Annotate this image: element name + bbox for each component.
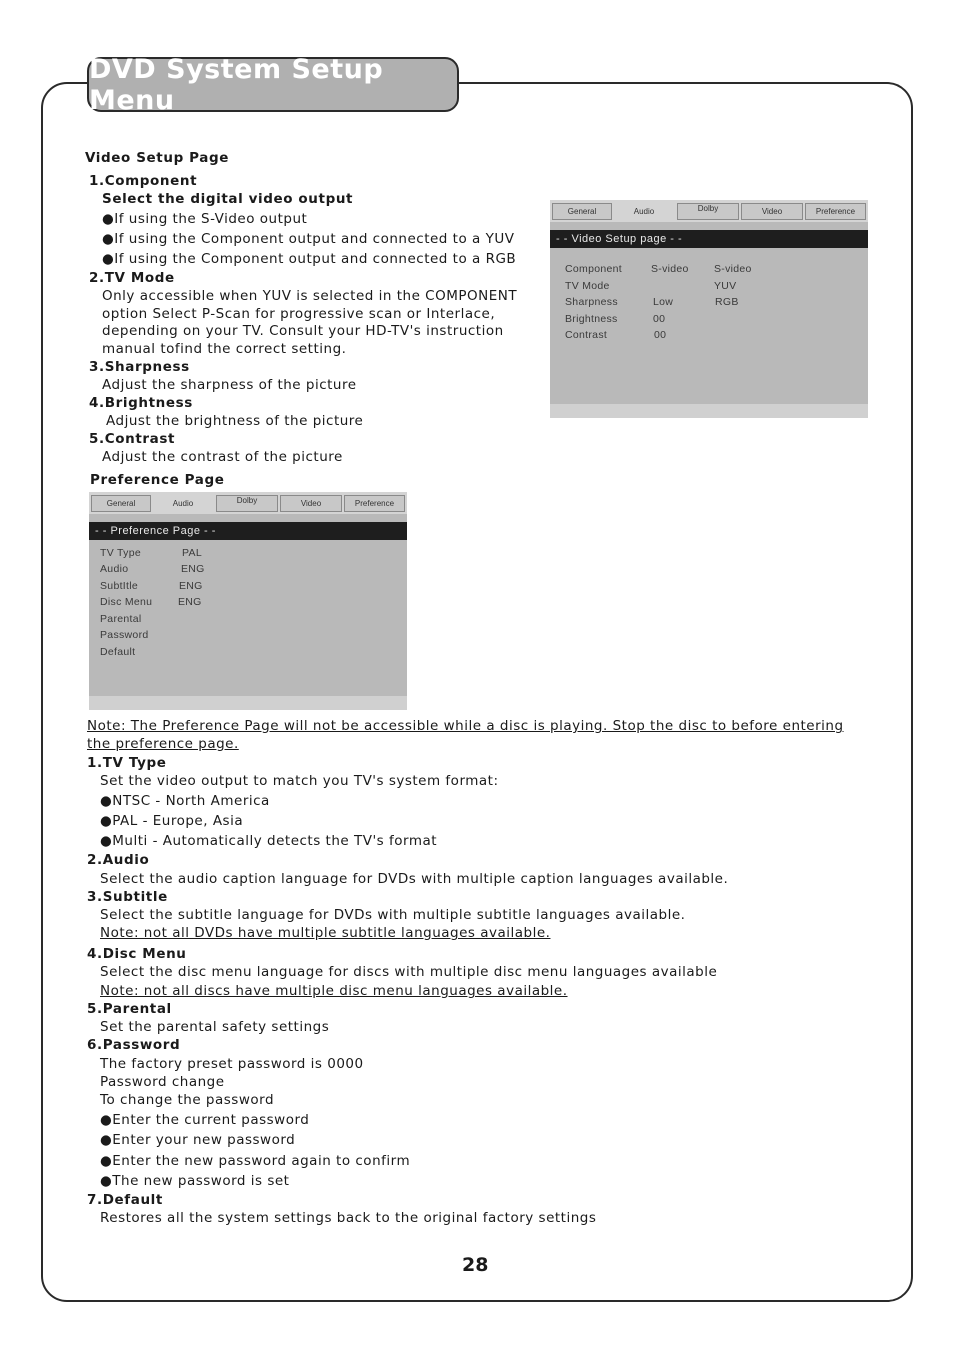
- password-line: Password change: [100, 1074, 225, 1090]
- subtitle-note: Note: not all DVDs have multiple subtitle languages available.: [100, 925, 551, 941]
- osd-row-label[interactable]: Disc Menu: [100, 596, 153, 608]
- video-setup-screen: [550, 200, 868, 418]
- tab-dolby[interactable]: Dolby: [216, 495, 278, 512]
- component-subtitle: Select the digital video output: [102, 191, 354, 207]
- osd-row-label[interactable]: TV Mode: [565, 280, 610, 292]
- tab-video[interactable]: Video: [280, 495, 342, 512]
- preference-note: the preference page.: [87, 736, 239, 752]
- tab-general[interactable]: General: [91, 495, 151, 512]
- component-title: 1.Component: [89, 173, 198, 189]
- tvmode-line: Only accessible when YUV is selected in the COMPONENT: [102, 288, 518, 304]
- osd-row-value: 00: [654, 329, 667, 341]
- osd-row-option: S-video: [714, 263, 752, 275]
- tvmode-line: depending on your TV. Consult your HD-TV's instruction: [102, 323, 504, 339]
- audio-text: Select the audio caption language for DVDs with multiple caption languages available.: [100, 871, 729, 887]
- password-line: The factory preset password is 0000: [100, 1056, 364, 1072]
- tab-audio[interactable]: Audio: [172, 499, 194, 508]
- preference-heading: Preference Page: [90, 472, 225, 488]
- osd-row-value: ENG: [179, 580, 203, 592]
- password-line: To change the password: [100, 1092, 275, 1108]
- subtitle-title: 3.Subtitle: [87, 889, 168, 905]
- subtitle-text: Select the subtitle language for DVDs with multiple subtitle languages available.: [100, 907, 686, 923]
- tvmode-title: 2.TV Mode: [89, 270, 175, 286]
- osd-row-value: S-video: [651, 263, 689, 275]
- default-title: 7.Default: [87, 1192, 163, 1208]
- contrast-title: 5.Contrast: [89, 431, 176, 447]
- page-title: DVD System Setup Menu: [87, 57, 459, 112]
- password-bullet: ●Enter your new password: [100, 1132, 296, 1148]
- osd-row-label[interactable]: Default: [100, 646, 136, 658]
- osd-row-option: YUV: [714, 280, 737, 292]
- tvmode-line: option Select P-Scan for progressive scan or Interlace,: [102, 306, 496, 322]
- osd-row-label[interactable]: Audio: [100, 563, 129, 575]
- component-bullet: ●If using the Component output and connected to a RGB: [102, 251, 517, 267]
- password-bullet: ●Enter the new password again to confirm: [100, 1153, 411, 1169]
- tab-dolby[interactable]: Dolby: [677, 203, 739, 220]
- osd-tab-bar: [89, 492, 407, 514]
- contrast-text: Adjust the contrast of the picture: [102, 449, 343, 465]
- component-bullet: ●If using the Component output and connected to a YUV: [102, 231, 515, 247]
- parental-text: Set the parental safety settings: [100, 1019, 330, 1035]
- tvtype-title: 1.TV Type: [87, 755, 167, 771]
- tvtype-bullet: ●Multi - Automatically detects the TV's format: [100, 833, 438, 849]
- osd-row-label[interactable]: Sharpness: [565, 296, 618, 308]
- password-title: 6.Password: [87, 1037, 181, 1053]
- osd-page-bar: - - Video Setup page - -: [550, 230, 868, 248]
- component-bullet: ●If using the S-Video output: [102, 211, 308, 227]
- osd-row-option: RGB: [715, 296, 739, 308]
- page-number: 28: [462, 1254, 489, 1276]
- discmenu-title: 4.Disc Menu: [87, 946, 187, 962]
- osd-page-bar: - - Preference Page - -: [89, 522, 407, 540]
- osd-row-label[interactable]: TV Type: [100, 547, 142, 559]
- sharpness-text: Adjust the sharpness of the picture: [102, 377, 357, 393]
- osd-row-label[interactable]: Password: [100, 629, 149, 641]
- osd-row-value: Low: [653, 296, 674, 308]
- osd-row-label[interactable]: Component: [565, 263, 622, 275]
- osd-row-label[interactable]: SubtItle: [100, 580, 139, 592]
- audio-title: 2.Audio: [87, 852, 150, 868]
- password-bullet: ●The new password is set: [100, 1173, 290, 1189]
- password-bullet: ●Enter the current password: [100, 1112, 310, 1128]
- tvtype-text: Set the video output to match you TV's system format:: [100, 773, 499, 789]
- brightness-text: Adjust the brightness of the picture: [106, 413, 364, 429]
- osd-row-value: ENG: [178, 596, 202, 608]
- tab-general[interactable]: General: [552, 203, 612, 220]
- discmenu-text: Select the disc menu language for discs with multiple disc menu languages available: [100, 964, 718, 980]
- osd-row-value: PAL: [182, 547, 202, 559]
- osd-row-value: ENG: [181, 563, 205, 575]
- osd-tab-bar: [550, 200, 868, 222]
- default-text: Restores all the system settings back to the original factory settings: [100, 1210, 597, 1226]
- tab-video[interactable]: Video: [741, 203, 803, 220]
- tvtype-bullet: ●PAL - Europe, Asia: [100, 813, 244, 829]
- osd-row-label[interactable]: Contrast: [565, 329, 608, 341]
- osd-row-label[interactable]: Brightness: [565, 313, 618, 325]
- preference-note: Note: The Preference Page will not be accessible while a disc is playing. Stop the disc to before entering: [87, 718, 844, 734]
- osd-footer: [550, 404, 868, 418]
- osd-footer: [89, 696, 407, 710]
- sharpness-title: 3.Sharpness: [89, 359, 190, 375]
- parental-title: 5.Parental: [87, 1001, 172, 1017]
- tvmode-line: manual tofind the correct setting.: [102, 341, 347, 357]
- osd-row-value: 00: [653, 313, 666, 325]
- tab-preference[interactable]: Preference: [344, 495, 405, 512]
- osd-row-label[interactable]: Parental: [100, 613, 142, 625]
- brightness-title: 4.Brightness: [89, 395, 193, 411]
- discmenu-note: Note: not all discs have multiple disc menu languages available.: [100, 983, 568, 999]
- video-heading: Video Setup Page: [85, 150, 229, 166]
- tab-audio[interactable]: Audio: [633, 207, 655, 216]
- tab-preference[interactable]: Preference: [805, 203, 866, 220]
- tvtype-bullet: ●NTSC - North America: [100, 793, 270, 809]
- preference-screen: [89, 492, 407, 710]
